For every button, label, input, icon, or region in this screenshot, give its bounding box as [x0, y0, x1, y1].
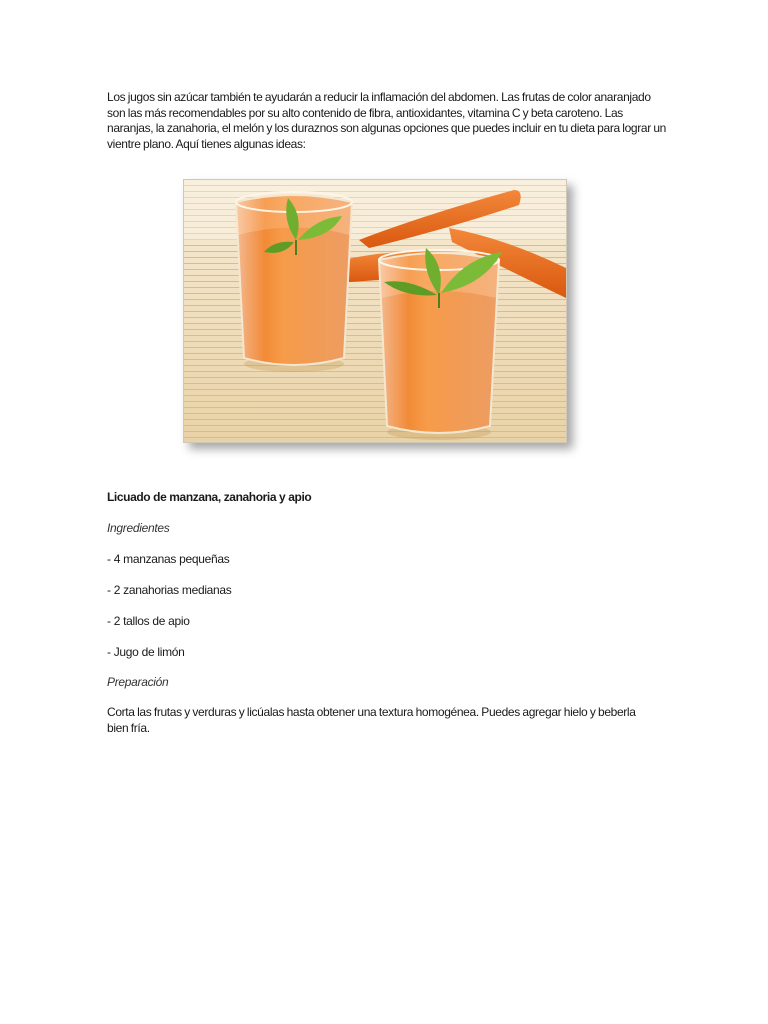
ingredient-item: - 2 tallos de apio: [107, 614, 190, 628]
preparation-heading: Preparación: [107, 675, 169, 689]
ingredients-heading: Ingredientes: [107, 521, 170, 535]
ingredient-item: - 2 zanahorias medianas: [107, 583, 232, 597]
intro-paragraph: Los jugos sin azúcar también te ayudarán a reducir la inflamación del abdomen. Las frutas de color anaranjado son las más recomendables por su alto contenido de fibra, antioxidantes, vitamina C y beta caroteno. Las naranjas, la zanahoria, el melón y los duraznos son algunas opciones que puedes incluir en tu dieta para lograr un vientre plano. Aquí tienes algunas ideas:: [107, 90, 666, 151]
ingredient-item: - 4 manzanas pequeñas: [107, 552, 230, 566]
ingredient-item: - Jugo de limón: [107, 645, 185, 659]
recipe-title: Licuado de manzana, zanahoria y apio: [107, 490, 312, 504]
juice-photo: [183, 179, 567, 443]
preparation-text: Corta las frutas y verduras y licúalas hasta obtener una textura homogénea. Puedes agregar hielo y beberla bien fría.: [107, 705, 636, 735]
document-page: [107, 90, 667, 735]
